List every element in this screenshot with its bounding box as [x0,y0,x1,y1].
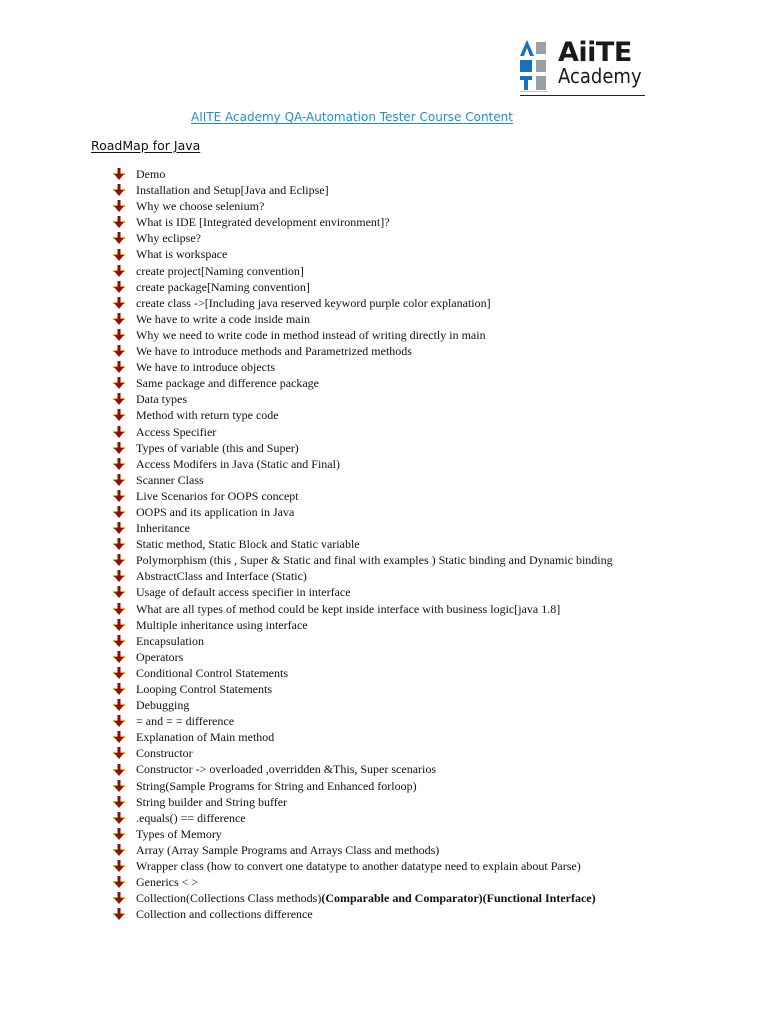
down-arrow-bullet-icon [113,780,125,792]
down-arrow-bullet-icon [113,522,125,534]
topic-item [113,407,753,423]
topic-item [113,198,753,214]
down-arrow-bullet-icon [113,554,125,566]
down-arrow-bullet-icon [113,249,125,261]
down-arrow-bullet-icon [113,892,125,904]
topic-label: .equals() == difference [136,810,246,825]
topic-label: Access Modifers in Java (Static and Final) [136,456,340,471]
down-arrow-bullet-icon [113,603,125,615]
topic-label: Inheritance [136,521,190,536]
topic-item [113,327,753,343]
topic-label: We have to introduce methods and Parametrized methods [136,344,412,359]
aiite-academy-logo [516,38,646,96]
topic-item [113,440,753,456]
topic-label: create class ->[Including java reserved keyword purple color explanation] [136,295,491,310]
topic-label: Wrapper class (how to convert one datatype to another datatype need to explain about Parse) [136,859,581,874]
topic-label: Collection and collections difference [136,907,313,922]
topic-item [113,488,753,504]
topic-label: Live Scenarios for OOPS concept [136,488,299,503]
topic-item [113,279,753,295]
topic-label: Scanner Class [136,472,204,487]
topic-label: Usage of default access specifier in interface [136,585,351,600]
topic-label: create project[Naming convention] [136,263,304,278]
topic-item [113,810,753,826]
down-arrow-bullet-icon [113,168,125,180]
topic-item [113,906,753,922]
topic-item [113,729,753,745]
down-arrow-bullet-icon [113,313,125,325]
topic-label: Types of Memory [136,826,222,841]
topic-label: Why we need to write code in method instead of writing directly in main [136,327,486,342]
topic-label: We have to introduce objects [136,360,275,375]
topic-label: Static method, Static Block and Static variable [136,537,360,552]
topic-item [113,681,753,697]
down-arrow-bullet-icon [113,409,125,421]
topic-item [113,359,753,375]
down-arrow-bullet-icon [113,216,125,228]
down-arrow-bullet-icon [113,699,125,711]
down-arrow-bullet-icon [113,683,125,695]
topic-item [113,794,753,810]
down-arrow-bullet-icon [113,586,125,598]
topic-label-bold: (Comparable and Comparator)(Functional Interface) [321,891,596,906]
topic-item [113,874,753,890]
topic-label: We have to write a code inside main [136,311,310,326]
topic-item [113,504,753,520]
down-arrow-bullet-icon [113,635,125,647]
topic-item [113,568,753,584]
down-arrow-bullet-icon [113,731,125,743]
down-arrow-bullet-icon [113,184,125,196]
topic-label: Constructor [136,746,193,761]
header-divider [520,95,645,96]
down-arrow-bullet-icon [113,908,125,920]
down-arrow-bullet-icon [113,329,125,341]
down-arrow-bullet-icon [113,844,125,856]
topic-item [113,584,753,600]
aiit-monogram-icon [518,40,548,92]
down-arrow-bullet-icon [113,747,125,759]
down-arrow-bullet-icon [113,426,125,438]
topic-item [113,890,753,906]
down-arrow-bullet-icon [113,442,125,454]
topic-item [113,713,753,729]
topic-item [113,552,753,568]
down-arrow-bullet-icon [113,812,125,824]
topic-label: Generics < > [136,875,199,890]
topic-item [113,311,753,327]
topic-label: create package[Naming convention] [136,279,310,294]
topic-item [113,214,753,230]
down-arrow-bullet-icon [113,232,125,244]
topic-item [113,633,753,649]
topic-item [113,649,753,665]
topic-item [113,375,753,391]
topic-label: Same package and difference package [136,376,320,391]
topic-label: What is workspace [136,247,228,262]
topic-label: Collection(Collections Class methods) [136,891,322,906]
topic-item [113,246,753,262]
down-arrow-bullet-icon [113,297,125,309]
topic-list [113,166,753,922]
document-title-link[interactable]: AIITE Academy QA-Automation Tester Course Content [191,110,513,124]
topic-item [113,472,753,488]
topic-label: AbstractClass and Interface (Static) [136,569,307,584]
down-arrow-bullet-icon [113,490,125,502]
topic-item [113,391,753,407]
topic-item [113,166,753,182]
topic-item [113,601,753,617]
down-arrow-bullet-icon [113,506,125,518]
topic-label: Polymorphism (this , Super & Static and final with examples ) Static binding and Dynamic binding [136,553,613,568]
topic-label: Array (Array Sample Programs and Arrays Class and methods) [136,842,440,857]
topic-label: Multiple inheritance using interface [136,617,308,632]
topic-item [113,858,753,874]
topic-item [113,826,753,842]
topic-label: = and = = difference [136,714,235,729]
topic-label: Constructor -> overloaded ,overridden &This, Super scenarios [136,762,437,777]
down-arrow-bullet-icon [113,200,125,212]
down-arrow-bullet-icon [113,860,125,872]
topic-label: What is IDE [Integrated development environment]? [136,215,390,230]
down-arrow-bullet-icon [113,619,125,631]
topic-label: Explanation of Main method [136,730,275,745]
topic-label: Operators [136,649,184,664]
down-arrow-bullet-icon [113,876,125,888]
down-arrow-bullet-icon [113,667,125,679]
topic-item [113,520,753,536]
topic-item [113,665,753,681]
topic-label: String(Sample Programs for String and Enhanced forloop) [136,778,417,793]
topic-item [113,295,753,311]
topic-item [113,842,753,858]
down-arrow-bullet-icon [113,393,125,405]
topic-label: Why we choose selenium? [136,199,265,214]
down-arrow-bullet-icon [113,377,125,389]
topic-item [113,263,753,279]
down-arrow-bullet-icon [113,281,125,293]
topic-label: Why eclipse? [136,231,201,246]
down-arrow-bullet-icon [113,265,125,277]
down-arrow-bullet-icon [113,361,125,373]
topic-item [113,761,753,777]
logo-text-aiite: AiiTE [558,37,632,68]
section-heading: RoadMap for Java [91,138,201,153]
topic-label: Encapsulation [136,633,204,648]
topic-item [113,745,753,761]
logo-text-academy: Academy [558,64,642,88]
topic-label: OOPS and its application in Java [136,504,295,519]
topic-label: String builder and String buffer [136,794,288,809]
topic-item [113,456,753,472]
topic-label: Installation and Setup[Java and Eclipse] [136,183,329,198]
topic-label: Access Specifier [136,424,217,439]
topic-label: What are all types of method could be kept inside interface with business logic[java 1.8] [136,601,561,616]
down-arrow-bullet-icon [113,345,125,357]
down-arrow-bullet-icon [113,570,125,582]
down-arrow-bullet-icon [113,458,125,470]
topic-item [113,230,753,246]
down-arrow-bullet-icon [113,764,125,776]
topic-label: Looping Control Statements [136,682,272,696]
down-arrow-bullet-icon [113,474,125,486]
topic-item [113,697,753,713]
topic-item [113,343,753,359]
topic-item [113,778,753,794]
topic-label: Types of variable (this and Super) [136,440,299,455]
topic-label: Debugging [136,698,190,713]
topic-label: Data types [136,392,187,407]
down-arrow-bullet-icon [113,651,125,663]
topic-item [113,424,753,440]
down-arrow-bullet-icon [113,796,125,808]
topic-item [113,617,753,633]
topic-label: Conditional Control Statements [136,665,288,680]
topic-item [113,182,753,198]
topic-label: Method with return type code [136,408,279,423]
down-arrow-bullet-icon [113,828,125,840]
topic-label: Demo [136,167,166,181]
down-arrow-bullet-icon [113,715,125,727]
topic-item [113,536,753,552]
down-arrow-bullet-icon [113,538,125,550]
